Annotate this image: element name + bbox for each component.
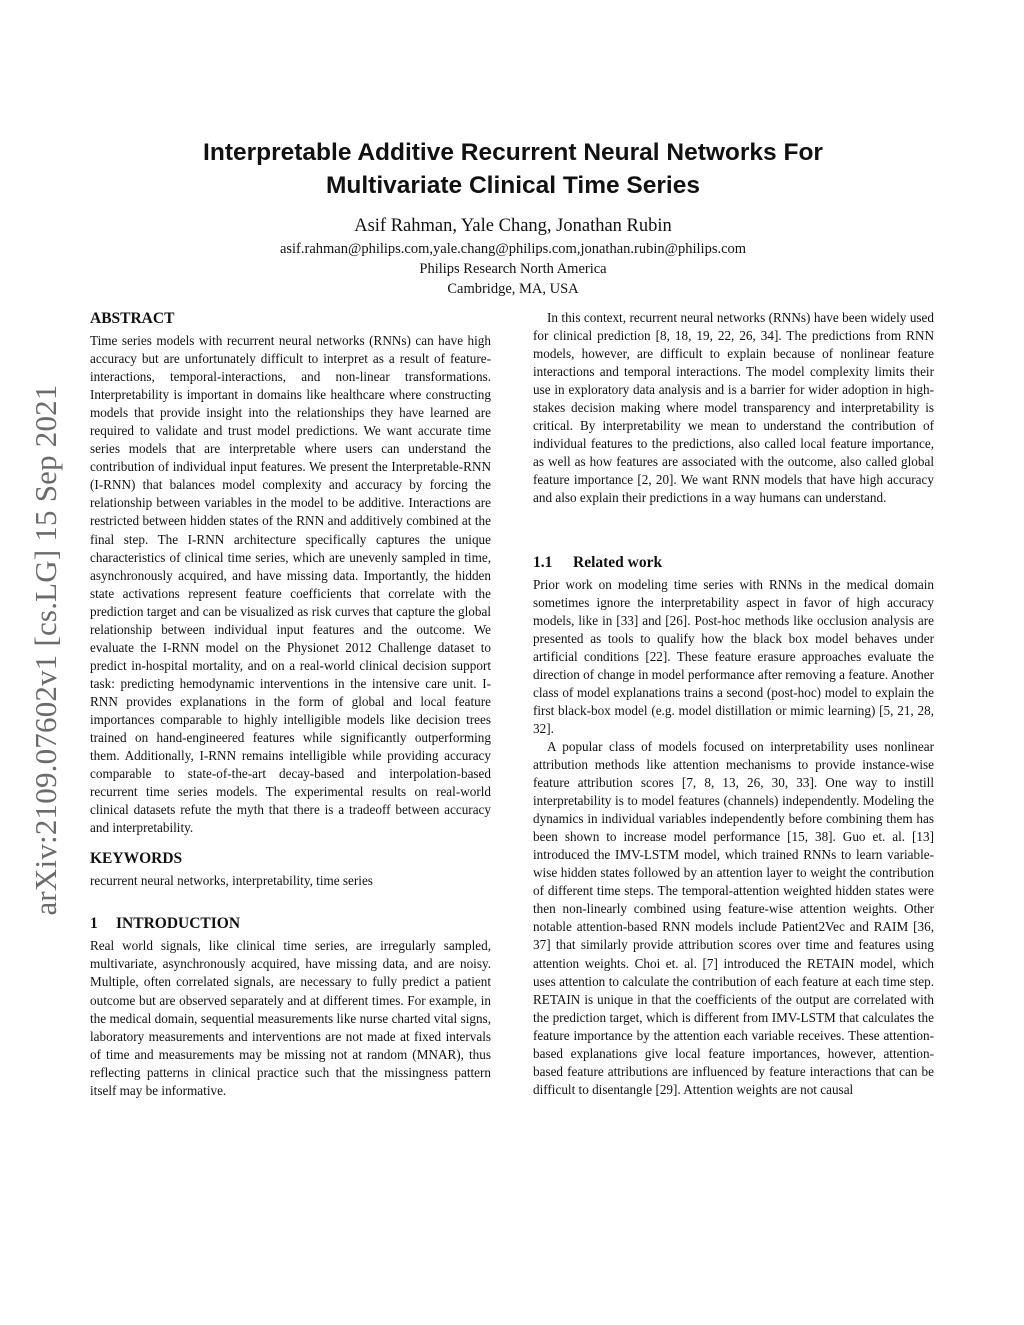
section-number: 1 [90, 915, 98, 933]
subsection-title: Related work [573, 553, 663, 571]
related-work-heading [533, 553, 934, 573]
introduction-heading [90, 914, 491, 934]
related-work-paragraph-1: Prior work on modeling time series with RNNs in the medical domain sometimes ignore the interpretability aspect in favor of high accuracy models, like in [33] and [26]. Post-hoc methods like occlusion analysis are presented as tools to qualify how the black box model behaves under artificial conditions [22]. These feature erasure approaches evaluate the direction of change in model performance after removing a feature. Another class of model explanations trains a second (post-hoc) model to explain the first black-box model (e.g. model distillation or mimic learning) [5, 21, 28, 32]. [533, 576, 934, 736]
title-line-2: Multivariate Clinical Time Series [325, 172, 700, 199]
arxiv-id-text: arXiv:2109.07602v1 [cs.LG] 15 Sep 2021 [28, 384, 63, 916]
intro-paragraph-2: In this context, recurrent neural networks (RNNs) have been widely used for clinical prediction [8, 18, 19, 22, 26, 34]. The predictions from RNN models, however, are difficult to explain because of nonlinear feature interactions and temporal interactions. The model complexity limits their use in exploratory data analysis and is a barrier for wider adoption in high-stakes decision making where model transparency and interpretability is critical. By interpretability we mean to understand the contribution of individual features to the predictions, also called local feature importance, as well as how features are associated with the outcome, also called global feature importance [2, 20]. We want RNN models that have high accuracy and also explain their predictions in a way humans can understand. [533, 310, 934, 506]
abstract-heading: ABSTRACT [90, 310, 175, 327]
author-emails: asif.rahman@philips.com,yale.chang@philips.com,jonathan.rubin@philips.com [279, 241, 747, 257]
paper-title [90, 136, 936, 202]
related-work-paragraph-2: A popular class of models focused on interpretability uses nonlinear attribution methods like attention mechanisms to provide instance-wise feature attribution scores [7, 8, 13, 26, 30, 33]. One way to instill interpretability is to model features (channels) independently. Modeling the dynamics in individual variables independently before combining them has been shown to increase model performance [15, 38]. Guo et. al. [13] introduced the IMV-LSTM model, which trained RNNs to learn variable-wise hidden states followed by an attention layer to weight the contribution of different time steps. The temporal-attention weighted hidden states were then non-linearly combined using feature-wise attention weights. Other notable attention-based RNN models include Patient2Vec and RAIM [36, 37] that similarly provide attribution scores over time and features using attention weights. Choi et. al. [7] introduced the RETAIN model, which uses attention to calculate the contribution of each feature at each time step. RETAIN is unique in that the coefficients of the output are correlated with the prediction target, which is different from IMV-LSTM that calculates the feature importance by the attention each variable receives. These attention-based explanations give local feature importances, however, attention-based feature attributions are influenced by feature interactions that can be difficult to disentangle [29]. Attention weights are not causal [533, 738, 934, 1097]
keywords-text: recurrent neural networks, interpretability, time series [90, 873, 373, 889]
arxiv-identifier-stamp [24, 355, 68, 945]
keywords-heading: KEYWORDS [90, 850, 183, 868]
intro-paragraph-1: Real world signals, like clinical time series, are irregularly sampled, multivariate, asynchronously acquired, have missing data, and are noisy. Multiple, often correlated signals, are necessary to fully predict a patient outcome but are observed separately and at different times. For example, in the medical domain, sequential measurements like nurse charted vital signs, laboratory measurements and interventions are not made at fixed intervals of time and measurements may be missing not at random (MNAR), thus reflecting patterns in clinical practice such that the missingness pattern itself may be informative. [90, 938, 491, 1098]
location: Cambridge, MA, USA [447, 281, 579, 297]
subsection-number: 1.1 [533, 553, 553, 571]
title-line-1: Interpretable Additive Recurrent Neural Networks For [203, 139, 823, 166]
paper-header [90, 136, 936, 299]
section-title: INTRODUCTION [116, 915, 241, 933]
left-column [90, 309, 491, 1100]
abstract-text: Time series models with recurrent neural networks (RNNs) can have high accuracy but are unfortunately difficult to interpret as a result of feature-interactions, temporal-interactions, and non-linear transformations. Interpretability is important in domains like healthcare where constructing models that provide insight into the relationships they have learned are required to validate and trust model predictions. We want accurate time series models that are interpretable where users can understand the contribution of individual input features. We present the Interpretable-RNN (I-RNN) that balances model complexity and accuracy by forcing the relationship between variables in the model to be additive. Interactions are restricted between hidden states of the RNN and additively combined at the final step. The I-RNN architecture specifically captures the unique characteristics of clinical time series, which are unevenly sampled in time, asynchronously acquired, and have missing data. Importantly, the hidden state activations represent feature coefficients that correlate with the prediction target and can be visualized as risk curves that capture the global relationship between individual input features and the outcome. We evaluate the I-RNN model on the Physionet 2012 Challenge dataset to predict in-hospital mortality, and on a real-world clinical decision support task: predicting hemodynamic interventions in the intensive care unit. I-RNN provides explanations in the form of global and local feature importances comparable to highly intelligible models like decision trees trained on hand-engineered features while significantly outperforming them. Additionally, I-RNN remains intelligible while providing accuracy comparable to state-of-the-art decay-based and interpolation-based recurrent time series models. The experimental results on real-world clinical datasets refute the myth that there is a tradeoff between accuracy and interpretability. [90, 333, 491, 836]
author-list: Asif Rahman, Yale Chang, Jonathan Rubin [354, 216, 672, 236]
right-column [533, 309, 934, 1099]
affiliation: Philips Research North America [419, 261, 607, 277]
